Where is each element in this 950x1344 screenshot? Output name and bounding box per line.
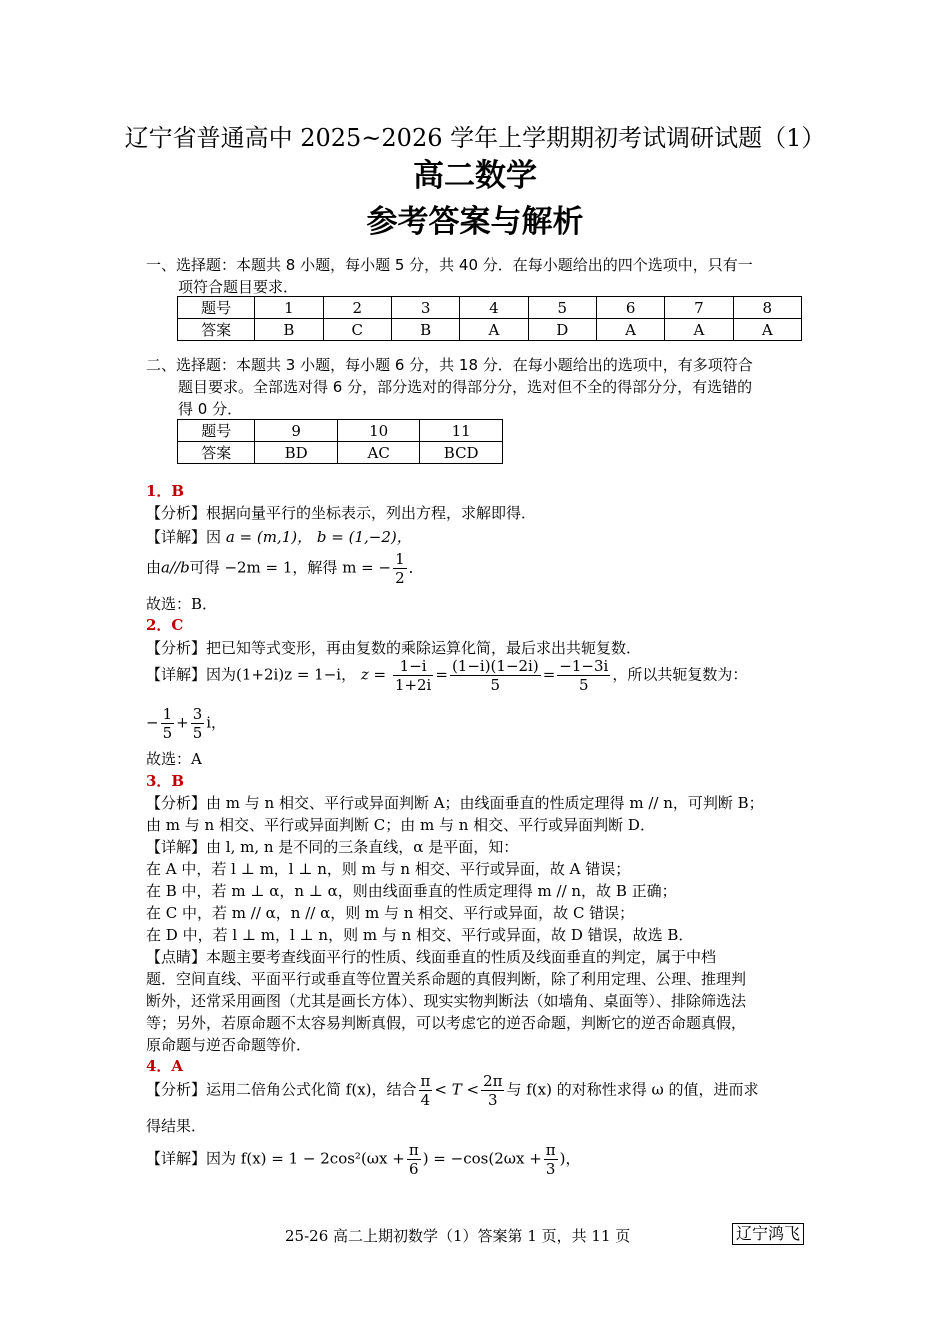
q1-analysis bbox=[146, 502, 536, 523]
answer-cell: BCD bbox=[420, 442, 503, 464]
table-row bbox=[178, 420, 503, 442]
q2-z-eq: z = bbox=[360, 665, 387, 684]
numerator: π bbox=[408, 1141, 419, 1159]
analysis-tag: 【分析】 bbox=[146, 504, 207, 522]
denominator: 5 bbox=[579, 676, 589, 694]
numerator: 1 bbox=[162, 705, 173, 723]
answer-key-title: 参考答案与解析 bbox=[366, 204, 584, 240]
q4-inequality: < T < bbox=[434, 1080, 480, 1099]
analysis-tag: 【分析】 bbox=[146, 1080, 207, 1099]
question-number: 5 bbox=[528, 297, 596, 319]
section2-heading-line2: 题目要求。全部选对得 6 分，部分选对的得部分分，选对但不全的得部分分，有选错的 bbox=[178, 378, 753, 396]
q2-conjugate bbox=[146, 705, 226, 742]
denominator: 5 bbox=[192, 724, 203, 742]
q1-fraction bbox=[393, 550, 407, 587]
question-number: 3 bbox=[391, 297, 459, 319]
detail-tag: 【详解】 bbox=[146, 1149, 207, 1168]
q1-label: 1．B bbox=[146, 482, 185, 500]
table-row bbox=[178, 319, 802, 341]
q4-detail-fraction-2 bbox=[544, 1141, 558, 1178]
question-number: 9 bbox=[255, 420, 337, 442]
q3-line: 【详解】由 l, m, n 是不同的三条直线，α 是平面，知： bbox=[146, 838, 519, 856]
page-footer: 25-26 高二上期初数学（1）答案第 1 页，共 11 页 bbox=[285, 1227, 631, 1245]
section1-heading bbox=[146, 254, 811, 298]
denominator: 5 bbox=[490, 676, 501, 694]
q4-detail-a: 因为 f(x) = 1 − 2cos²(ωx + bbox=[206, 1149, 405, 1168]
q2-conj-plus: + bbox=[176, 713, 189, 732]
denominator: 2 bbox=[395, 569, 405, 587]
row-label-answer: 答案 bbox=[178, 319, 255, 341]
section2-heading bbox=[146, 354, 811, 420]
section2-heading-line1: 二、选择题：本题共 3 小题，每小题 6 分，共 18 分．在每小题给出的选项中，有多项符合 bbox=[146, 356, 753, 374]
q2-conj-fraction-2 bbox=[191, 705, 205, 742]
q1-vector-a: a = (m,1)， bbox=[225, 528, 313, 546]
q4-analysis-tail: 与 f(x) 的对称性求得 ω 的值，进而求 bbox=[506, 1080, 759, 1099]
q3-line: 在 C 中，若 m // α，n // α，则 m 与 n 相交、平行或异面，故 C 错误； bbox=[146, 904, 635, 922]
question-number: 10 bbox=[337, 420, 419, 442]
section1-heading-line2: 项符合题目要求． bbox=[178, 278, 299, 296]
q4-detail-b: ) = −cos(2ωx + bbox=[422, 1149, 542, 1168]
q3-line: 在 D 中，若 l ⊥ m，l ⊥ n，则 m 与 n 相交、平行或异面，故 D 错误，故选 B． bbox=[146, 926, 694, 944]
q3-line: 原命题与逆否命题等价． bbox=[146, 1036, 312, 1054]
q4-pi-fraction bbox=[419, 1072, 433, 1109]
section2-heading-line3: 得 0 分． bbox=[178, 400, 243, 418]
q2-conj-tail: i， bbox=[206, 713, 227, 732]
answer-cell: C bbox=[323, 319, 391, 341]
q4-detail-fraction-1 bbox=[407, 1141, 421, 1178]
answer-cell: A bbox=[665, 319, 733, 341]
question-number: 11 bbox=[420, 420, 503, 442]
q4-2pi-fraction bbox=[481, 1072, 504, 1109]
q1-equation bbox=[146, 550, 424, 587]
row-label-answer: 答案 bbox=[178, 442, 255, 464]
q2-detail-text: 因为(1+2i)z = 1−i， bbox=[206, 665, 357, 684]
question-number: 2 bbox=[323, 297, 391, 319]
q3-line: 【点睛】本题主要考查线面平行的性质、线面垂直的性质及线面垂直的判定，属于中档 bbox=[146, 948, 717, 966]
section1-answer-table bbox=[177, 296, 802, 341]
answer-cell: D bbox=[528, 319, 596, 341]
question-number: 8 bbox=[733, 297, 801, 319]
denominator: 6 bbox=[408, 1160, 419, 1178]
q2-conj-minus: − bbox=[146, 713, 159, 732]
q1-eq-end: ． bbox=[408, 558, 424, 577]
question-number: 7 bbox=[665, 297, 733, 319]
answer-cell: AC bbox=[337, 442, 419, 464]
denominator: 1+2i bbox=[394, 676, 432, 694]
numerator: 1 bbox=[395, 550, 405, 568]
answer-cell: A bbox=[460, 319, 528, 341]
denominator: 5 bbox=[162, 724, 173, 742]
q2-conclusion: 故选：A bbox=[146, 750, 202, 768]
detail-tag: 【详解】 bbox=[146, 528, 207, 546]
numerator: 3 bbox=[192, 705, 203, 723]
section1-heading-line1: 一、选择题：本题共 8 小题，每小题 5 分，共 40 分．在每小题给出的四个选项中，只有一 bbox=[146, 256, 753, 274]
q2-detail-end: ，所以共轭复数为： bbox=[612, 665, 748, 684]
q2-analysis-text: 把已知等式变形，再由复数的乘除运算化简，最后求出共轭复数． bbox=[206, 639, 642, 657]
q3-line: 在 B 中，若 m ⊥ α，n ⊥ α，则由线面垂直的性质定理得 m // n，故 B 正确； bbox=[146, 882, 677, 900]
q3-label: 3．B bbox=[146, 772, 185, 790]
q2-label: 2．C bbox=[146, 616, 184, 634]
q3-line: 断外，还常采用画图（尤其是画长方体）、现实实物判断法（如墙角、桌面等）、排除筛选法 bbox=[146, 992, 747, 1010]
q4-label: 4．A bbox=[146, 1057, 184, 1075]
row-label-question: 题号 bbox=[178, 297, 255, 319]
q2-fraction-1 bbox=[393, 657, 433, 694]
numerator: −1−3i bbox=[559, 657, 609, 675]
q1-vector-b: b = (1,−2)， bbox=[316, 528, 412, 546]
detail-tag: 【详解】 bbox=[146, 665, 207, 684]
numerator: π bbox=[420, 1072, 431, 1090]
denominator: 3 bbox=[487, 1091, 498, 1109]
numerator: π bbox=[545, 1141, 556, 1159]
table-row bbox=[178, 442, 503, 464]
q1-eq-mid: 可得 −2m = 1，解得 m = − bbox=[189, 558, 392, 577]
q1-detail bbox=[146, 526, 412, 547]
q1-conclusion: 故选：B． bbox=[146, 595, 218, 613]
question-number: 1 bbox=[255, 297, 323, 319]
q1-detail-text: 因 bbox=[206, 528, 222, 546]
question-number: 6 bbox=[596, 297, 664, 319]
q3-line: 等；另外，若原命题不太容易判断真假，可以考虑它的逆否命题，判断它的逆否命题真假， bbox=[146, 1014, 747, 1032]
answer-cell: BD bbox=[255, 442, 337, 464]
answer-cell: B bbox=[255, 319, 323, 341]
numerator: (1−i)(1−2i) bbox=[451, 657, 539, 675]
exam-title: 辽宁省普通高中 2025~2026 学年上学期期初考试调研试题（1） bbox=[124, 124, 826, 152]
numerator: 1−i bbox=[393, 657, 433, 676]
numerator: 2π bbox=[483, 1072, 503, 1090]
q4-analysis-cont: 得结果． bbox=[146, 1117, 207, 1135]
q4-detail bbox=[146, 1141, 580, 1178]
q2-detail: 【详解】因为(1+2i)z = 1−i， z = $\frac{1-i}{1+2i}$ = $\frac{(1-i)(1-2i)}{5}$ = $\frac{-1-3i}{5}$ ，所以共轭复数为： bbox=[146, 657, 748, 694]
q2-conj-fraction-1 bbox=[161, 705, 175, 742]
denominator: 3 bbox=[545, 1160, 556, 1178]
q3-line: 题．空间直线、平面平行或垂直等位置关系命题的真假判断，除了利用定理、公理、推理判 bbox=[146, 970, 747, 988]
q1-analysis-text: 根据向量平行的坐标表示，列出方程，求解即得． bbox=[206, 504, 537, 522]
row-label-question: 题号 bbox=[178, 420, 255, 442]
q3-line: 【分析】由 m 与 n 相交、平行或异面判断 A；由线面垂直的性质定理得 m // n，可判断 B； bbox=[146, 794, 764, 812]
q1-parallel: a//b bbox=[161, 558, 190, 577]
answer-cell: A bbox=[596, 319, 664, 341]
subject-title: 高二数学 bbox=[413, 158, 537, 194]
answer-cell: A bbox=[733, 319, 801, 341]
section2-answer-table bbox=[177, 419, 503, 464]
q3-line: 在 A 中，若 l ⊥ m，l ⊥ n，则 m 与 n 相交、平行或异面，故 A 错误； bbox=[146, 860, 631, 878]
q4-analysis-text: 运用二倍角公式化简 f(x)，结合 bbox=[206, 1080, 417, 1099]
answer-cell: B bbox=[391, 319, 459, 341]
denominator: 4 bbox=[420, 1091, 431, 1109]
question-number: 4 bbox=[460, 297, 528, 319]
q4-analysis bbox=[146, 1072, 759, 1109]
q3-line: 由 m 与 n 相交、平行或异面判断 C；由 m 与 n 相交、平行或异面判断 D． bbox=[146, 816, 655, 834]
brand-label: 辽宁鸿飞 bbox=[732, 1223, 804, 1245]
q2-fraction-3 bbox=[557, 657, 610, 694]
q4-detail-c: )， bbox=[559, 1149, 581, 1168]
q2-fraction-2 bbox=[450, 657, 541, 694]
q1-eq-prefix: 由 bbox=[146, 558, 162, 577]
q2-analysis bbox=[146, 637, 641, 658]
table-row bbox=[178, 297, 802, 319]
analysis-tag: 【分析】 bbox=[146, 639, 207, 657]
